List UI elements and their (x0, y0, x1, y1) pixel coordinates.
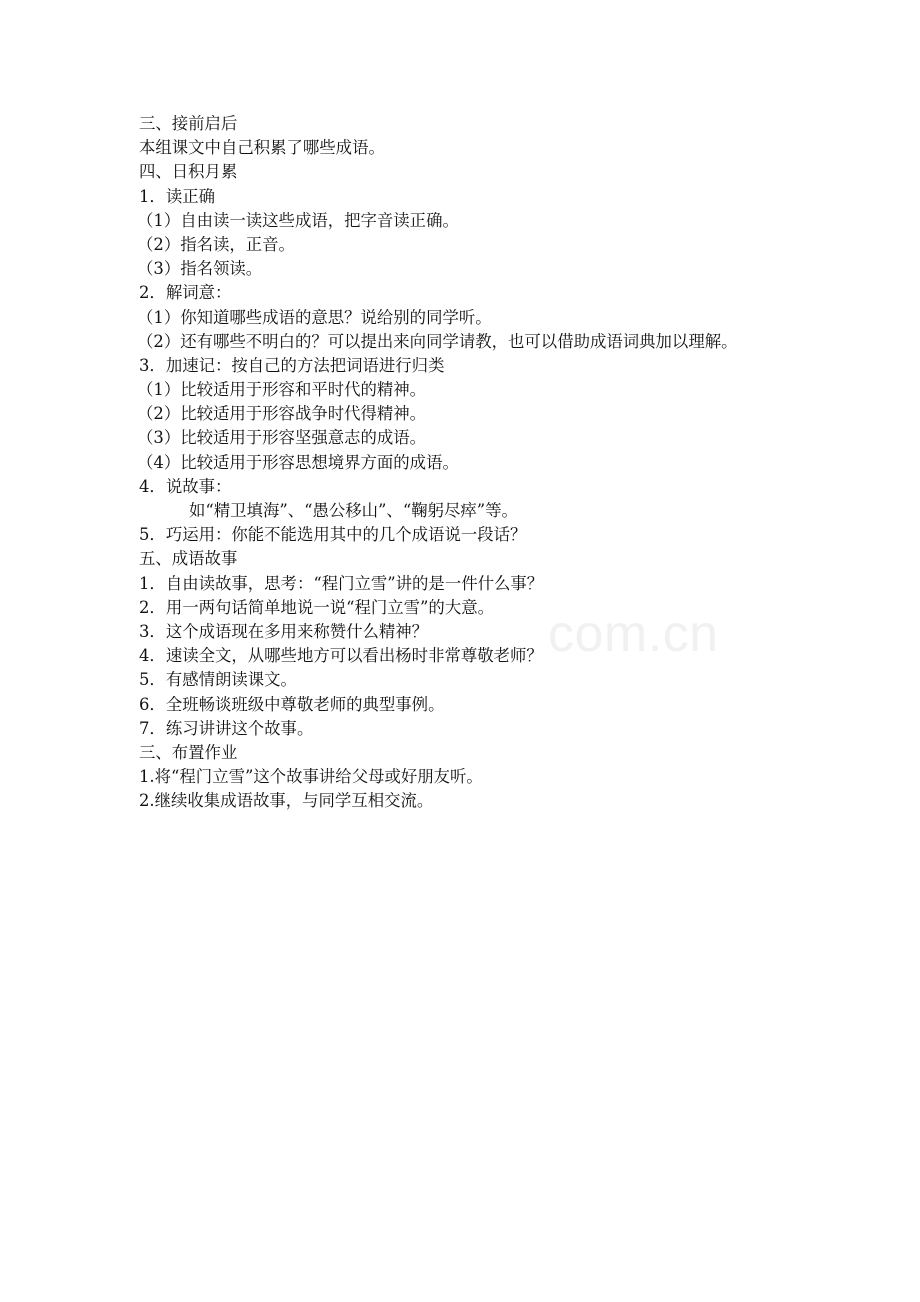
step-heading: 2．解词意： (139, 283, 232, 303)
section-heading: 三、布置作业 (139, 742, 238, 762)
sub-item: （3）指名领读。 (137, 259, 263, 279)
sub-item: （2）还有哪些不明白的？可以提出来向同学请教，也可以借助成语词典加以理解。 (137, 331, 738, 351)
watermark: com.cn (548, 605, 719, 663)
homework-item: 1.将“程门立雪”这个故事讲给父母或好朋友听。 (139, 767, 483, 787)
sub-item: （1）你知道哪些成语的意思？说给别的同学听。 (137, 307, 492, 327)
sub-item: （2）比较适用于形容战争时代得精神。 (137, 404, 427, 424)
example-line: 如“精卫填海”、“愚公移山”、“鞠躬尽瘁”等。 (189, 501, 518, 521)
numbered-item: 2．用一两句话简单地说一说“程门立雪”的大意。 (139, 597, 494, 617)
section-heading: 四、日积月累 (139, 162, 238, 182)
numbered-item: 4．速读全文，从哪些地方可以看出杨时非常尊敬老师？ (139, 646, 543, 666)
sub-item: （1）比较适用于形容和平时代的精神。 (137, 380, 427, 400)
numbered-item: 7．练习讲讲这个故事。 (139, 718, 314, 738)
homework-item: 2.继续收集成语故事，与同学互相交流。 (139, 791, 434, 811)
sub-item: （1）自由读一读这些成语，把字音读正确。 (137, 210, 459, 230)
numbered-item: 3．这个成语现在多用来称赞什么精神？ (139, 621, 429, 641)
step-heading: 4．说故事： (139, 476, 232, 496)
step-heading: 1．读正确 (139, 186, 215, 206)
numbered-item: 5．有感情朗读课文。 (139, 670, 297, 690)
paragraph: 本组课文中自己积累了哪些成语。 (139, 138, 385, 158)
numbered-item: 1．自由读故事，思考：“程门立雪”讲的是一件什么事？ (139, 573, 544, 593)
sub-item: （4）比较适用于形容思想境界方面的成语。 (137, 452, 459, 472)
lesson-plan-body (139, 112, 789, 813)
sub-item: （2）指名读，正音。 (137, 234, 295, 254)
section-heading: 五、成语故事 (139, 549, 238, 569)
sub-item: （3）比较适用于形容坚强意志的成语。 (137, 428, 427, 448)
numbered-item: 6．全班畅谈班级中尊敬老师的典型事例。 (139, 694, 445, 714)
step-heading: 3．加速记：按自己的方法把词语进行归类 (139, 355, 445, 375)
step-heading: 5．巧运用：你能不能选用其中的几个成语说一段话？ (139, 525, 527, 545)
section-heading: 三、接前启后 (139, 114, 238, 133)
